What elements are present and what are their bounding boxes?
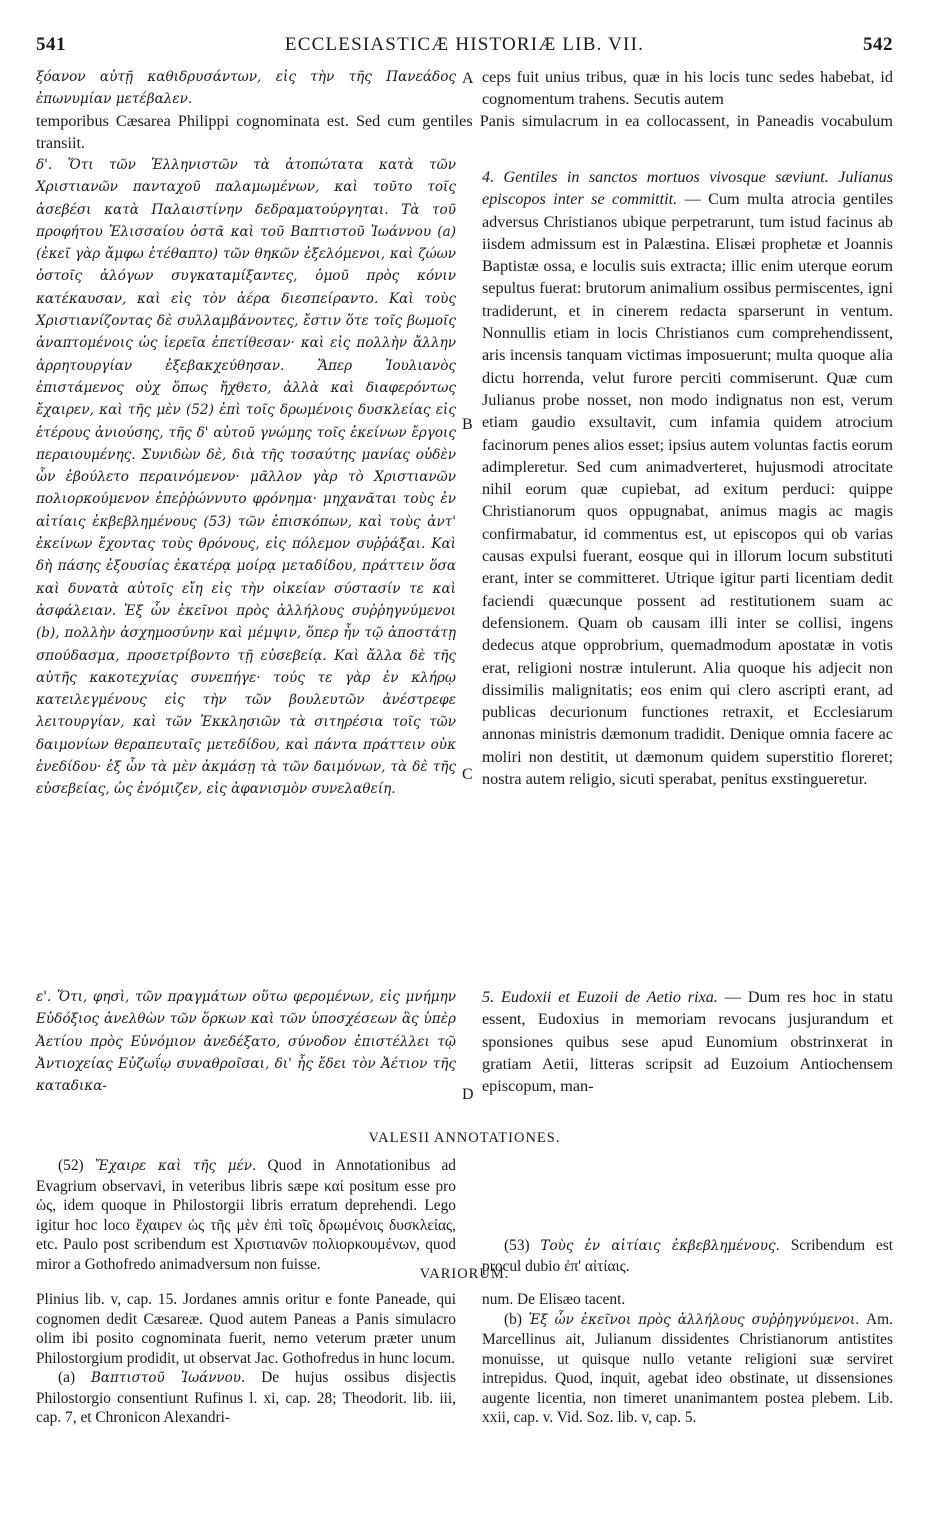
note-a-label: (a) [58,1369,76,1386]
section-5-heading: 5. Eudoxii et Euzoii de Aetio rixa. [482,988,718,1006]
note-52-label: (52) [58,1157,84,1174]
page-number-right: 542 [862,34,893,55]
running-title: ECCLESIASTICÆ HISTORIÆ LIB. VII. [284,34,645,55]
variorum-left-column [36,1290,456,1428]
variorum-right-column [482,1290,893,1428]
section-4-heading: 4. Gentiles in sanctos mortuos vivosque sæviunt. Julianus episcopos inter se committit. [482,168,893,209]
page-number-left: 541 [36,34,66,55]
margin-marker-a: A [462,70,474,87]
latin-intro: ceps fuit unius tribus, quæ in his locis tunc sedes habebat, id cognomentum trahens. Secutis autem [482,68,893,108]
margin-marker-b: B [462,416,473,433]
variorum-pliny-note: Plinius lib. v, cap. 15. Jordanes amnis oritur e fonte Paneade, qui cognomen dedit Cæsareæ. Quod autem Paneas a Panis simulacro olim ibi posito cognominata fuerit, nemo veterum præter unum Philostorgium prodidit, ut observat Jac. Gothofredus in hunc locum. [36,1291,456,1367]
margin-marker-d: D [462,1086,474,1103]
note-53-greek: Τοὺς ἐν αἰτίαις ἐκβεβλημένους. [540,1238,780,1254]
note-53-text: Scribendum est procul dubio ἐπ' αἰτίαις. [482,1237,893,1275]
valesii-note-52 [36,1156,456,1274]
greek-section-4: δ'. Ὅτι τῶν Ἑλληνιστῶν τὰ ἀτοπώτατα κατὰ τῶν Χριστιανῶν πανταχοῦ παλαμωμένων, καὶ τοῦτο τοῖς ἀσεβέσι κατὰ Παλαιστίνην δεδραματούργηται. Τὰ τοῦ προφήτου Ἐλισσαίου ὀστᾶ καὶ τοῦ Βαπτιστοῦ Ἰωάννου (a) (ἐκεῖ γὰρ ἄμφω ἐτέθαπτο) τῶν θηκῶν ἐξελόμενοι, καὶ ζώων ὀστοῖς ἀλόγων συγκαταμίξαντες, ὁμοῦ πρὸς κόνιν κατέκαυσαν, καὶ εἰς τὸν ἀέρα διεσπείραντο. Καὶ τοὺς Χριστιανίζοντας δὲ συλλαμβάνοντες, ἔστιν ὅτε τοῖς βωμοῖς ἀναπτομένοις ὡς ἱερεῖα ἐπετίθεσαν· καὶ εἰς πολλὴν ἄλλην ἀρρητουργίαν ἐξεβακχεύθησαν. Ἅπερ Ἰουλιανὸς ἐπιστάμενος οὐχ ὅπως ἤχθετο, ἀλλὰ καὶ διαφερόντως ἔχαιρεν, καὶ τῆς μὲν (52) ἐπὶ τοῖς δρωμένοις δυσκλείας εἰς ἑτέρους ἀνιούσης, τῆς δ' αὐτοῦ γνώμης τοῖς ἐκείνων ἔργοις περαιουμένης. Συνιδὼν δὲ, διὰ τῆς τοσαύτης μανίας οὐδὲν ὧν ἐβούλετο περαινόμενον· μᾶλλον γὰρ τὸ Χριστιανῶν πολιορκούμενον ἐπεῤῥώννυτο φρόνημα· μηχανᾶται τοὺς ἐν αἰτίαις ἐκβεβλημένους (53) τῶν ἐπισκόπων, καὶ τοὺς ἀντ' ἐκείνων ἔχοντας τοὺς θρόνους, εἰς πόλεμον συῤῥάξαι. Καὶ δὴ πάσης ἐξουσίας ἑκατέρᾳ μοίρᾳ μεταδίδου, πράττειν ὅσα καὶ δυνατὰ αὐτοῖς εἴη εἰς τὴν οἰκείαν σύστασίν τε καὶ ἀσφάλειαν. Ἐξ ὧν ἐκεῖνοι πρὸς ἀλλήλους συῤῥηγνύμενοι (b), πολλὴν ἀσχημοσύνην καὶ μέμψιν, ὅπερ ἦν τῷ ἀποστάτῃ σπούδασμα, προσετρίβοντο τῇ εὐσεβείᾳ. Καὶ ἄλλα δὲ τῆς αὐτῆς κακοτεχνίας συνεπήγε· τούς τε γὰρ ἐν κλήρῳ κατειλεγμένους εἰς τὴν τῶν βουλευτῶν ἀνέστρεφε λειτουργίαν, καὶ τῶν Ἐκκλησιῶν τὰ σιτηρέσια τοῖς τῶν δαιμονίων θεραπευταῖς μετεδίδου, καὶ πάντα πράττειν οὐκ ἐνεδίδου· ἐξ ὧν τὰ μὲν ἀκμάσῃ τὰ τῶν δαιμόνων, τὰ δὲ τῆς εὐσεβείας, ὡς ἐνόμιζεν, εἰς ἀφανισμὸν συνελαθείη. [36,157,456,798]
note-52-text: Quod in Annotationibus ad Evagrium observavi, in veteribus libris sæpe καί positum esse pro ὡς, idem quoque in Philostorgii libris erratum deprehendi. Lego igitur hoc loco ἔχαιρεν ὡς τῆς μὲν ἐπὶ τοῖς δρωμένοις δυσκλείας, etc. Paulo post scribendum est Χριστιανῶν πολιορκουμένων, quod miror a Gothofredo animadversum non fuisse. [36,1157,456,1273]
latin-section-4 [482,166,893,790]
note-b-label: (b) [504,1310,522,1328]
note-b-greek: Ἐξ ὧν ἐκεῖνοι πρὸς ἀλλήλους συῤῥηγνύμενοι. [528,1311,860,1328]
section-4-text: — Cum multa atrocia gentiles adversus Christianos ubique perpetrarunt, tum istud facinus ab iisdem admissum est in Palæstina. Elisæi prophetæ et Joannis Baptistæ ossa, e loculis suis extracta; illic enim uterque eorum sepultus fuerat: brutorum animalium ossibus permiscentes, igni tradiderunt, et in cinerem redacta sparserunt in ventum. Nonnullis etiam in locis Christianos cum comprehendissent, aris incensis tanquam victimas imposuerunt; multa quoque alia dictu horrenda, velut furore perciti commiserunt. Quæ cum Julianus probe nosset, non modo indignatus non est, verum etiam gaudio exsultavit, cum infamia quidem atrocium facinorum penes alios esset; ipsius autem voluntas factis eorum adimpleretur. Sed cum animadverteret, hujusmodi atrocitate nihil eorum quæ cupiebat, ad exitum perduci: quippe Christianorum quos oppugnabat, animus magis ac magis confirmabatur, id commentus est, ut episcopos qui ob varias causas expulsi fuerant, eosque qui in illorum locum substituti erant, inter se committeret. Utrique igitur parti licentiam dedit faciendi quæcunque possent ad restitutionem suam ac defensionem. Quam ob causam illi inter se collisi, ingens dedecus atque opprobrium, quemadmodum apostatæ in votis erat, religioni nostræ intulerunt. Alia quoque his adjecit non dissimilis malignitatis; eos enim qui clero ascripti erant, ad publicas decurionum functiones retraxit, et Ecclesiarum annonas ministris dæmonum tradidit. Denique omnia facere ac moliri non destitit, ut dæmonum quidem superstitio floreret; nostra autem religio, sicuti sperabat, penitus exstingueretur. [482,190,894,789]
variorum-continuation: num. De Elisæo tacent. [482,1291,626,1308]
note-b-text: Am. Marcellinus ait, Julianum dissidentes Christianorum antistites monuisse, ut quisque nullo vetante religioni suæ serviret intrepidus. Quod, inquit, agebat ideo obstinate, ut dissensiones augente licentia, non timeret unanimantem postea plebem. Lib. xxii, cap. v. Vid. Soz. lib. v, cap. 5. [482,1310,893,1426]
section-5-text: — Dum res hoc in statu essent, Eudoxius in memoriam revocans jusjurandum et sponsiones quibus sese apud Eunomium obstrinxerat in gratiam Aetii, litteras scripsit ad Euzoium Antiochensem episcopum, man- [482,988,894,1096]
full-width-line: temporibus Cæsarea Philippi cognominata est. Sed cum gentiles Panis simulacrum in ea collocassent, in Paneadis vocabulum transiit. [36,112,893,152]
note-a-greek: Βαπτιστοῦ Ἰωάννου. [91,1370,246,1386]
latin-section-5 [482,986,893,1097]
margin-marker-c: C [462,766,473,783]
note-53-label: (53) [504,1237,530,1254]
valesii-heading: VALESII ANNOTATIONES. [368,1130,561,1146]
note-52-greek: Ἔχαιρε καὶ τῆς μέν. [94,1158,257,1174]
greek-intro: ξόανον αὐτῇ καθιδρυσάντων, εἰς τὴν τῆς Πανεάδος ἐπωνυμίαν μετέβαλεν. [36,69,456,107]
variorum-heading: VARIORUM. [419,1266,510,1282]
note-a-text: De hujus ossibus disjectis Philostorgio consentiunt Rufinus l. xi, cap. 28; Theodorit. lib. iii, cap. 7, et Chronicon Alexandri- [36,1369,456,1426]
greek-section-5: ε'. Ὅτι, φησὶ, τῶν πραγμάτων οὕτω φερομένων, εἰς μνήμην Εὐδόξιος ἀνελθὼν τῶν ὅρκων καὶ τῶν ὑποσχέσεων ἃς ὑπὲρ Ἀετίου πρὸς Εὐνόμιον ἀνεδέξατο, σύνοδον ἐπιστέλλει τῷ Ἀντιοχείας Εὐζωΐῳ συναθροῖσαι, δι' ἧς ἔδει τὸν Ἀέτιον τῆς καταδικα- [36,989,456,1095]
running-header [36,34,893,60]
